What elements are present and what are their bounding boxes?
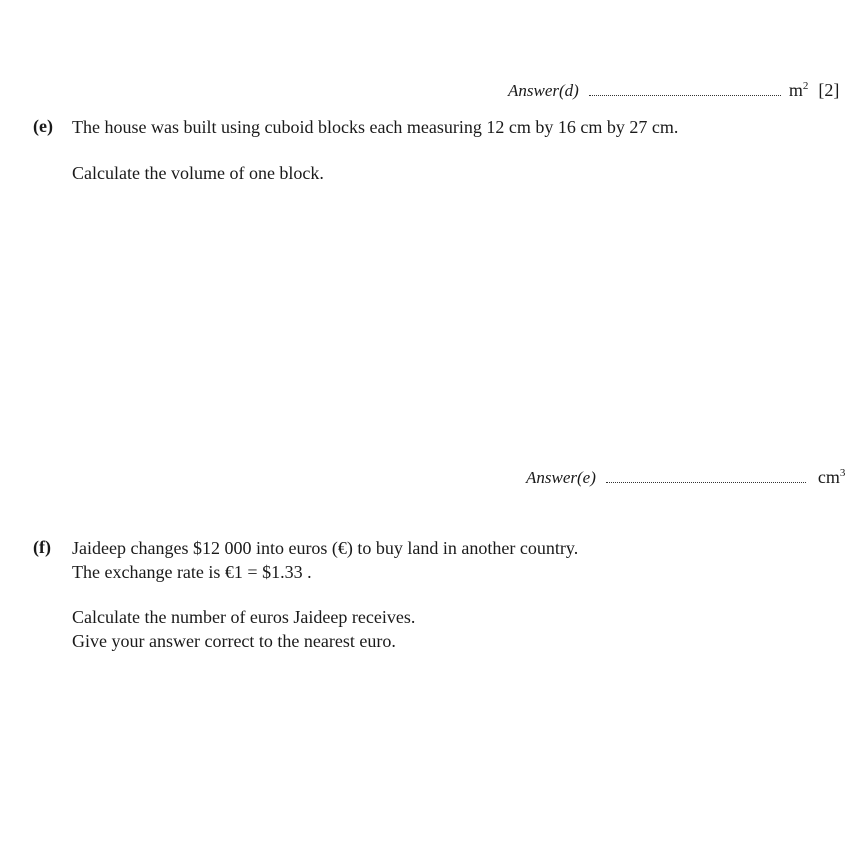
part-f-task2: Give your answer correct to the nearest euro. (72, 631, 396, 651)
part-f-line1: Jaideep changes $12 000 into euros (€) to buy land in another country. (72, 538, 579, 558)
part-e-statement: The house was built using cuboid blocks each measuring 12 cm by 16 cm by 27 cm. (72, 117, 679, 137)
answer-e-label: Answer(e) (526, 468, 596, 487)
answer-d-marks: [2] (818, 80, 840, 100)
part-f-label: (f) (33, 537, 51, 557)
answer-d-field[interactable] (589, 83, 781, 96)
part-e-task: Calculate the volume of one block. (72, 163, 324, 183)
part-e-label: (e) (33, 116, 53, 136)
answer-d-line (508, 80, 839, 101)
part-f-task1: Calculate the number of euros Jaideep receives. (72, 607, 416, 627)
answer-e-line (526, 467, 845, 488)
part-f-line2: The exchange rate is €1 = $1.33 . (72, 562, 312, 582)
answer-e-unit: $cm^3$ (817, 467, 846, 487)
answer-d-unit: $m^2$ (788, 80, 809, 100)
answer-d-label: Answer(d) (508, 81, 579, 100)
answer-e-field[interactable] (606, 470, 806, 483)
